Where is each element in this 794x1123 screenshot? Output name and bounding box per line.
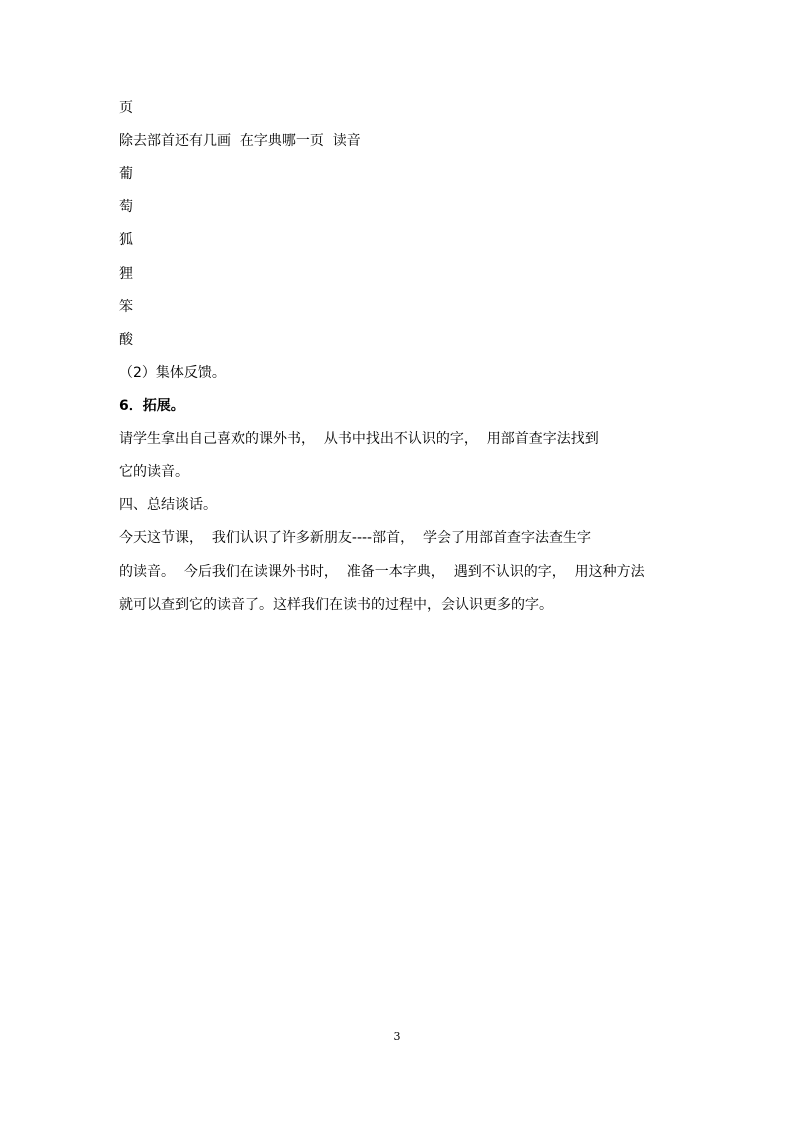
page-number: 3 bbox=[393, 1030, 401, 1043]
paragraph-line: 的读音。 今后我们在读课外书时， 准备一本字典， 遇到不认识的字， 用这种方法 bbox=[119, 564, 645, 580]
paragraph-line: 它的读音。 bbox=[119, 464, 189, 480]
char-line-pu: 葡 bbox=[119, 166, 133, 182]
char-line-tao: 萄 bbox=[119, 199, 133, 215]
table-header-line: 除去部首还有几画 在字典哪一页 读音 bbox=[119, 133, 361, 149]
paragraph-line: 就可以查到它的读音了。这样我们在读书的过程中，会认识更多的字。 bbox=[119, 597, 553, 613]
paragraph-line: 今天这节课， 我们认识了许多新朋友----部首， 学会了用部首查字法查生字 bbox=[119, 530, 592, 546]
text-line-page-char: 页 bbox=[119, 100, 133, 116]
char-line-hu: 狐 bbox=[119, 232, 133, 248]
feedback-line: （2）集体反馈。 bbox=[119, 365, 226, 381]
paragraph-line: 请学生拿出自己喜欢的课外书， 从书中找出不认识的字， 用部首查字法找到 bbox=[119, 431, 599, 447]
char-line-li: 狸 bbox=[119, 266, 133, 282]
char-line-suan: 酸 bbox=[119, 332, 133, 348]
char-line-ben: 笨 bbox=[119, 299, 133, 315]
section-heading-summary: 四、总结谈话。 bbox=[119, 497, 217, 513]
section-heading-extension: 6．拓展。 bbox=[119, 398, 185, 414]
